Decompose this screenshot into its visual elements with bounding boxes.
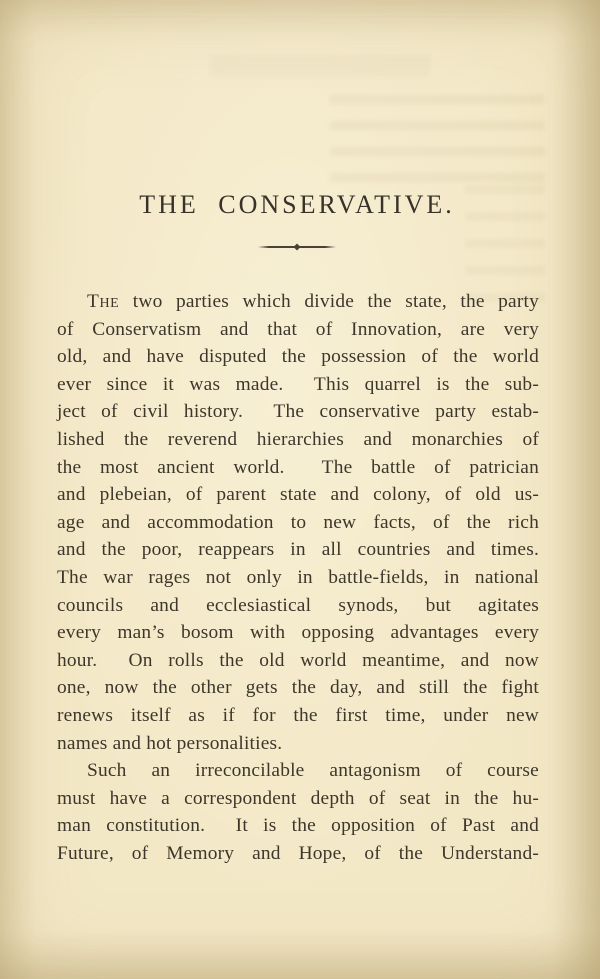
text-line: ject of civil history. The conservative party estab- [57,401,539,423]
text-line: renews itself as if for the first time, under new [57,704,539,726]
text-line: The war rages not only in battle-fields, in national [57,566,539,588]
text-line: of Conservatism and that of Innovation, are very [57,318,539,340]
text-line: and the poor, reappears in all countries and times. [57,539,539,561]
paragraph [57,288,539,757]
text-line: every man’s bosom with opposing advantages every [57,622,539,644]
paragraph [57,757,539,867]
bleedthrough-smudge [330,95,545,185]
text-line: councils and ecclesiastical synods, but agitates [57,594,539,616]
text-line-rest: two parties which divide the state, the party [132,291,539,312]
text-line: lished the reverend hierarchies and monarchies of [57,428,539,450]
text-line: ever since it was made. This quarrel is the sub- [57,373,539,395]
text-line: hour. On rolls the old world meantime, and now [57,649,539,671]
text-line: the most ancient world. The battle of patrician [57,456,539,478]
section-divider [57,246,537,248]
text-line: one, now the other gets the day, and still the fight [57,677,539,699]
text-line: Such an irreconcilable antagonism of course [87,760,539,782]
text-line: age and accommodation to new facts, of the rich [57,511,539,533]
text-line: must have a correspondent depth of seat in the hu- [57,787,539,809]
text-line: and plebeian, of parent state and colony, of old us- [57,484,539,506]
text-line: man constitution. It is the opposition of Past and [57,815,539,837]
bleedthrough-smudge [210,55,430,77]
smallcaps-lead: The [87,291,120,312]
body-text [57,288,539,867]
divider-ornament-icon [258,246,336,248]
text-line: names and hot personalities. [57,732,283,754]
page-title: THE CONSERVATIVE. [139,190,455,219]
text-line: old, and have disputed the possession of the world [57,346,539,368]
text-line: Future, of Memory and Hope, of the Understand- [57,842,539,864]
text-line [57,288,539,316]
